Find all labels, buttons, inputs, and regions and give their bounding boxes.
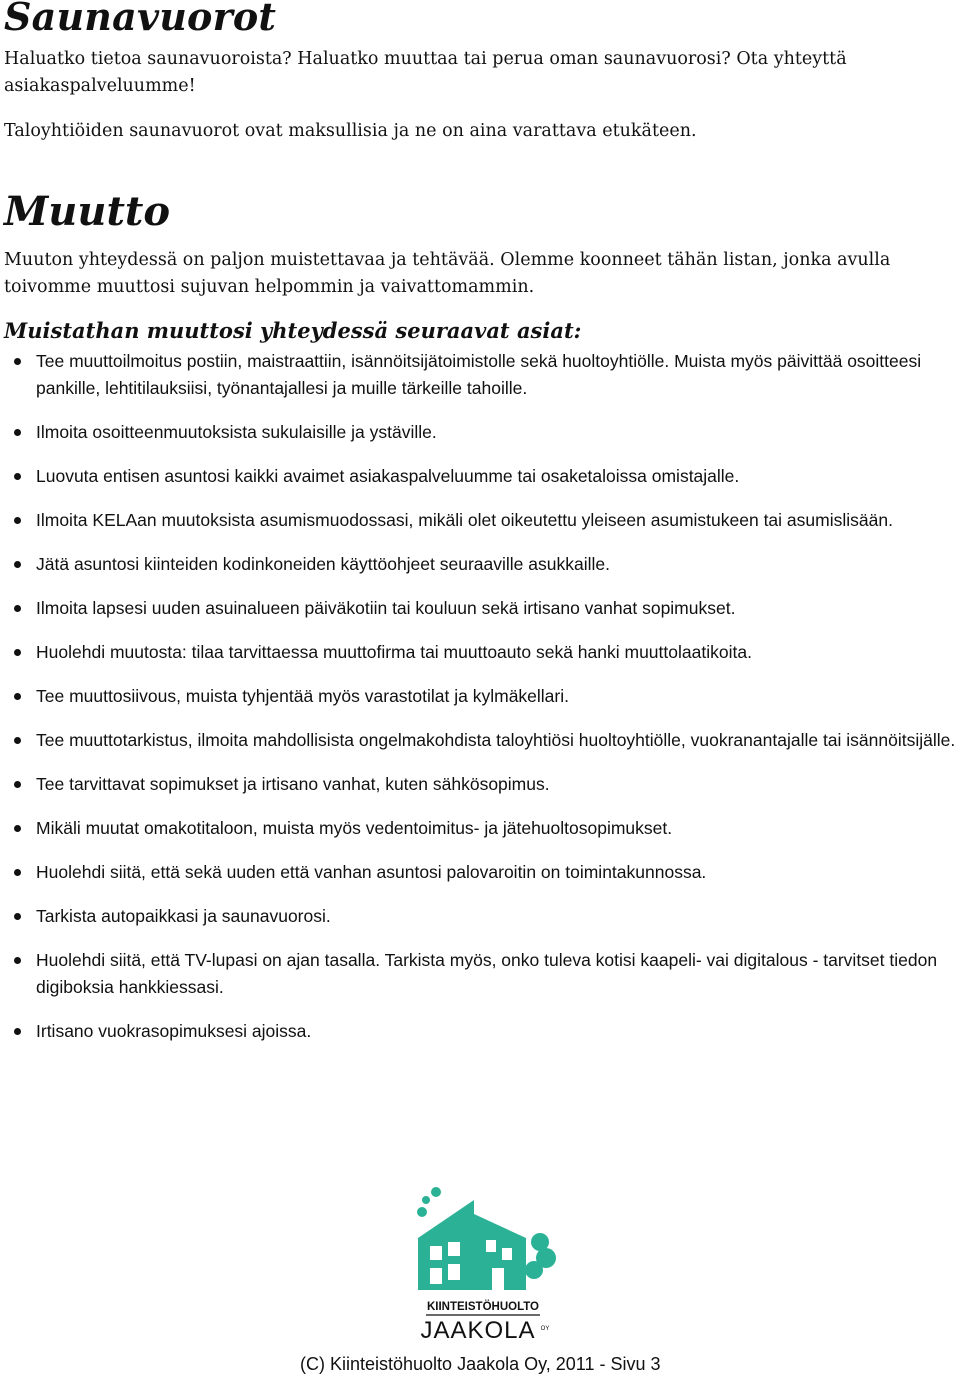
house-icon <box>418 1200 526 1290</box>
list-item <box>0 1018 960 1045</box>
list-item-text: Jätä asuntosi kiinteiden kodinkoneiden käyttöohjeet seuraaville asukkaille. <box>36 554 610 574</box>
list-item-text: Tee muuttosiivous, muista tyhjentää myös varastotilat ja kylmäkellari. <box>36 686 569 706</box>
bullet-icon <box>14 913 21 920</box>
list-item-text: Ilmoita lapsesi uuden asuinalueen päiväkotiin tai kouluun sekä irtisano vanhat sopimukset. <box>36 598 736 618</box>
list-item-text: Ilmoita KELAan muutoksista asumismuodossasi, mikäli olet oikeutettu yleiseen asumistukeen tai asumislisään. <box>36 510 893 530</box>
list-item <box>0 551 960 578</box>
bullet-icon <box>14 1028 21 1035</box>
list-item-text: Irtisano vuokrasopimuksesi ajoissa. <box>36 1021 312 1041</box>
bullet-icon <box>14 517 21 524</box>
logo-line2: JAAKOLA <box>420 1317 536 1342</box>
list-item-text: Huolehdi siitä, että TV-lupasi on ajan tasalla. Tarkista myös, onko tuleva kotisi kaapeli- vai digitalous - tarvitset tiedon digiboksia hankkiessasi. <box>36 950 938 997</box>
list-item <box>0 348 960 402</box>
saunavuorot-paragraph-fees: Taloyhtiöiden saunavuorot ovat maksullisia ja ne on aina varattava etukäteen. <box>4 121 697 141</box>
muistathan-subheading: Muistathan muuttosi yhteydessä seuraavat asiat: <box>4 318 582 343</box>
list-item <box>0 595 960 622</box>
list-item <box>0 419 960 446</box>
bullet-icon <box>14 825 21 832</box>
list-item <box>0 727 960 754</box>
list-item-text: Tee muuttoilmoitus postiin, maistraattiin, isännöitsijätoimistolle sekä huoltoyhtiölle. Muista myös päivittää osoitteesi pankille, lehtitilauksiisi, työnantajallesi ja muille tärkeille tahoille. <box>36 351 922 398</box>
list-item-text: Huolehdi siitä, että sekä uuden että vanhan asuntosi palovaroitin on toimintakunnossa. <box>36 862 707 882</box>
list-item-text: Tarkista autopaikkasi ja saunavuorosi. <box>36 906 331 926</box>
list-item <box>0 903 960 930</box>
list-item <box>0 507 960 534</box>
list-item <box>0 947 960 1001</box>
bullet-icon <box>14 737 21 744</box>
saunavuorot-heading: Saunavuorot <box>4 0 277 39</box>
bullet-icon <box>14 561 21 568</box>
logo-suffix: OY <box>540 1326 550 1332</box>
bullet-icon <box>14 429 21 436</box>
list-item <box>0 771 960 798</box>
moving-checklist <box>0 348 960 1062</box>
bullet-icon <box>14 781 21 788</box>
bullet-icon <box>14 649 21 656</box>
list-item <box>0 815 960 842</box>
page-footer: (C) Kiinteistöhuolto Jaakola Oy, 2011 - Sivu 3 <box>300 1354 661 1374</box>
list-item-text: Mikäli muutat omakotitaloon, muista myös vedentoimitus- ja jätehuoltosopimukset. <box>36 818 673 838</box>
bullet-icon <box>14 358 21 365</box>
list-item-text: Tee muuttotarkistus, ilmoita mahdollisista ongelmakohdista taloyhtiösi huoltoyhtiölle, vuokranantajalle tai isännöitsijälle. <box>36 730 956 750</box>
list-item-text: Luovuta entisen asuntosi kaikki avaimet asiakaspalveluumme tai osaketaloissa omistajalle. <box>36 466 740 486</box>
list-item-text: Ilmoita osoitteenmuutoksista sukulaisille ja ystäville. <box>36 422 437 442</box>
jaakola-logo <box>408 1180 558 1342</box>
bullet-icon <box>14 605 21 612</box>
list-item <box>0 639 960 666</box>
logo-line1: KIINTEISTÖHUOLTO <box>426 1301 540 1313</box>
list-item <box>0 463 960 490</box>
saunavuorot-paragraph-contact: Haluatko tietoa saunavuoroista? Haluatko muuttaa tai perua oman saunavuorosi? Ota yhteyttä asiakaspalveluumme! <box>4 49 847 96</box>
bullet-icon <box>14 473 21 480</box>
bullet-icon <box>14 869 21 876</box>
bullet-icon <box>14 957 21 964</box>
muutto-intro: Muuton yhteydessä on paljon muistettavaa ja tehtävää. Olemme koonneet tähän listan, jonka avulla toivomme muuttosi sujuvan helpommin ja vaivattomammin. <box>4 250 891 297</box>
list-item-text: Tee tarvittavat sopimukset ja irtisano vanhat, kuten sähkösopimus. <box>36 774 550 794</box>
list-item-text: Huolehdi muutosta: tilaa tarvittaessa muuttofirma tai muuttoauto sekä hanki muuttolaatikoita. <box>36 642 752 662</box>
list-item <box>0 683 960 710</box>
bullet-icon <box>14 693 21 700</box>
muutto-heading: Muutto <box>4 188 171 235</box>
list-item <box>0 859 960 886</box>
